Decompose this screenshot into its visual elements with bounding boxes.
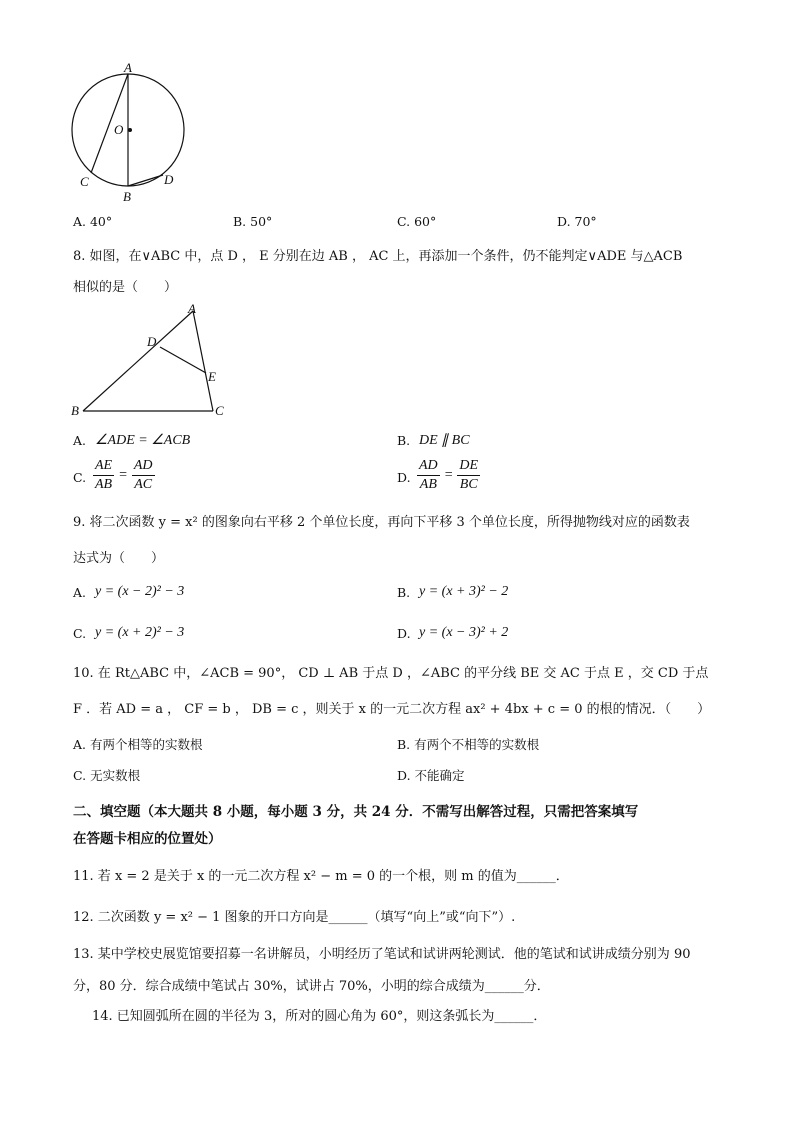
q8-option-c-label: C. [73,470,87,485]
q8-stem-line2: 相似的是（ ） [73,280,178,295]
q7-circle-figure [60,58,200,208]
q9-option-c-label: C. [73,626,87,641]
q10-option-d: D. 不能确定 [397,768,465,783]
q8-option-d: $\frac{AD}{AB}$ = $\frac{DE}{BC}$ [419,458,479,492]
q9-option-d-label: D. [397,626,411,641]
label-e: E [208,369,216,384]
q9-stem-line1: 9. 将二次函数 y = x² 的图象向右平移 2 个单位长度，再向下平移 3 个单位长度，所得抛物线对应的函数表 [73,515,690,530]
side-ab [83,311,193,411]
q14-stem: 14. 已知圆弧所在圆的半径为 3，所对的圆心角为 60°，则这条弧长为______． [92,1009,547,1024]
q8-option-c: $\frac{AE}{AB}$ = $\frac{AD}{AC}$ [95,458,153,492]
q13-stem-line2: 分，80 分．综合成绩中笔试占 30%，试讲占 70%，小明的综合成绩为______分． [73,979,550,994]
q7-option-a: A. 40° [73,214,113,229]
q9-option-a: y = (x − 2)² − 3 [95,584,185,599]
q8-stem-line1: 8. 如图，在∨ABC 中，点 D ， E 分别在边 AB ， AC 上，再添加一个条件，仍不能判定∨ADE 与△ACB [73,249,683,264]
q9-option-a-label: A. [73,585,87,600]
section-heading-line1: 二、填空题（本大题共 8 小题，每小题 3 分，共 24 分．不需写出解答过程，只需把答案填写 [73,804,639,820]
label-c: C [80,174,89,189]
label-b: B [71,403,79,418]
label-d: D [147,334,157,349]
section-heading-line2: 在答题卡相应的位置处） [73,831,222,847]
center-point [128,128,132,132]
label-o: O [114,122,124,137]
q11-stem: 11. 若 x = 2 是关于 x 的一元二次方程 x² − m = 0 的一个根，则 m 的值为______． [73,869,569,884]
q10-stem-line1: 10. 在 Rt△ABC 中，∠ACB = 90°， CD ⊥ AB 于点 D ，∠ABC 的平分线 BE 交 AC 于点 E ，交 CD 于点 [73,666,709,681]
q7-option-b: B. 50° [233,214,273,229]
q9-option-c: y = (x + 2)² − 3 [95,625,185,640]
chord-bd [128,175,163,186]
fraction: $\frac{AE}{AB}$ [95,458,113,492]
fraction: $\frac{AD}{AB}$ [419,458,438,492]
q8-triangle-figure [68,300,238,425]
q9-option-b: y = (x + 3)² − 2 [419,584,509,599]
label-b: B [123,189,131,204]
q10-option-b: B. 有两个不相等的实数根 [397,737,540,752]
q9-option-b-label: B. [397,585,411,600]
q8-option-d-label: D. [397,470,411,485]
q7-option-d: D. 70° [557,214,597,229]
q8-option-a: ∠ADE = ∠ACB [95,433,191,448]
label-a: A [188,301,196,316]
q9-option-d: y = (x − 3)² + 2 [419,625,509,640]
q8-option-b-label: B. [397,433,411,448]
q8-option-b: DE ∥ BC [419,433,470,448]
q7-option-c: C. 60° [397,214,437,229]
segment-de [160,347,206,373]
q9-stem-line2: 达式为（ ） [73,551,165,566]
q10-option-a: A. 有两个相等的实数根 [73,737,203,752]
q13-stem-line1: 13. 某中学校史展览馆要招募一名讲解员，小明经历了笔试和试讲两轮测试．他的笔试和试讲成绩分别为 90 [73,947,691,962]
fraction: $\frac{AD}{AC}$ [133,458,153,492]
q8-option-a-label: A. [73,433,87,448]
side-ac [193,311,213,411]
label-d: D [164,172,174,187]
q10-option-c: C. 无实数根 [73,768,141,783]
label-c: C [215,403,224,418]
q10-stem-line2: F ．若 AD = a ， CF = b ， DB = c ，则关于 x 的一元二次方程 ax² + 4bx + c = 0 的根的情况．（ ） [73,702,711,717]
q12-stem: 12. 二次函数 y = x² − 1 图象的开口方向是______（填写“向上”或“向下”）. [73,910,516,925]
label-a: A [124,60,132,75]
fraction: $\frac{DE}{BC}$ [459,458,479,492]
